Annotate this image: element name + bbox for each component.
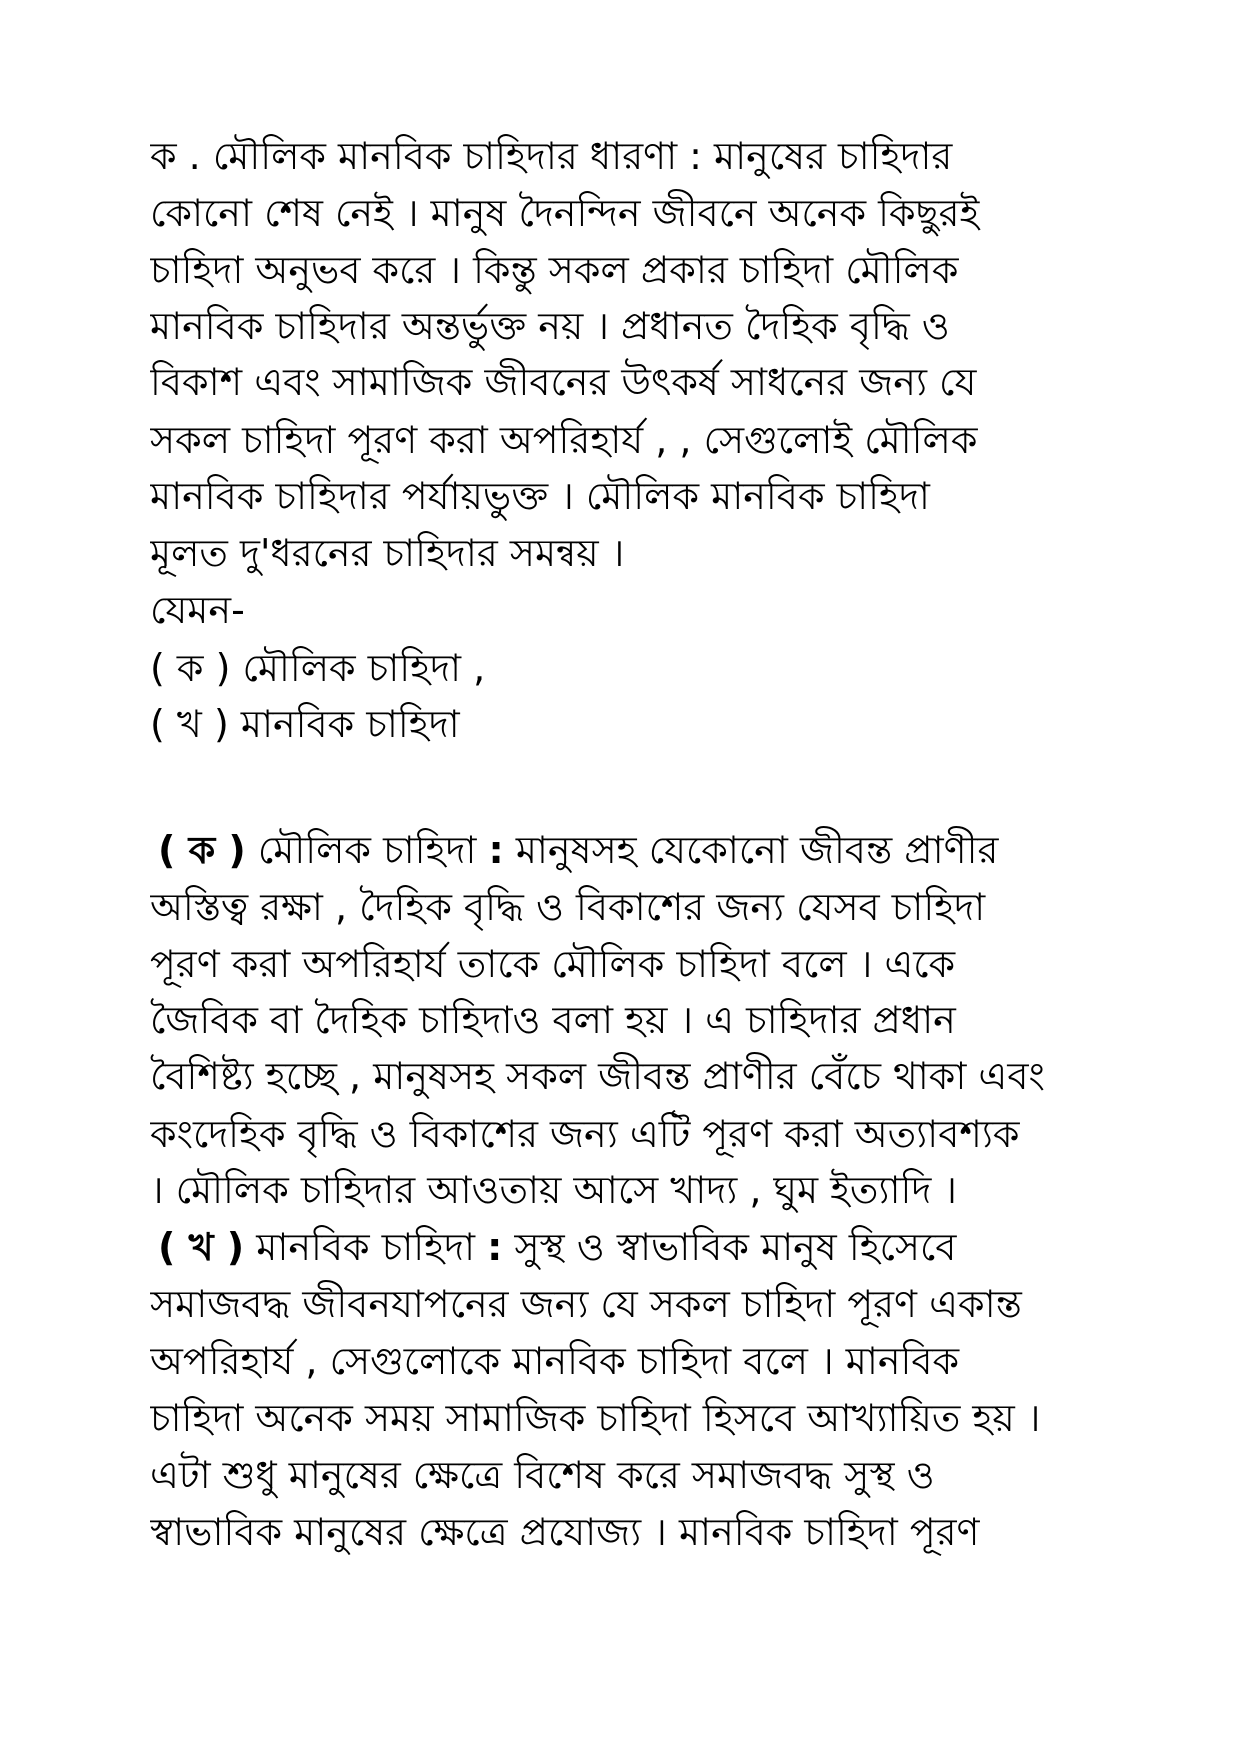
section-kha-line-6: স্বাভাবিক মানুষের ক্ষেত্রে প্রযোজ্য । মানবিক চাহিদা পূরণ (150, 1510, 980, 1554)
section-ka-line-7: । মৌলিক চাহিদার আওতায় আসে খাদ্য , ঘুম ইত্যাদি । (150, 1168, 957, 1212)
section-ka-heading-text: মৌলিক চাহিদা (245, 828, 489, 872)
section-kha-first-line (158, 1217, 1118, 1277)
section-ka-heading: ( ক ) (158, 828, 246, 872)
section-kha-line-5: এটা শুধু মানুষের ক্ষেত্রে বিশেষ করে সমাজবদ্ধ সুস্থ ও (150, 1453, 935, 1497)
intro-line-7: মানবিক চাহিদার পর্যায়ভুক্ত । মৌলিক মানবিক চাহিদা (150, 474, 930, 518)
section-ka-colon: : (488, 828, 504, 872)
section-ka-line-4: জৈবিক বা দৈহিক চাহিদাও বলা হয় । এ চাহিদার প্রধান (150, 998, 956, 1042)
intro-line-3: চাহিদা অনুভব করে । কিন্তু সকল প্রকার চাহিদা মৌলিক (150, 248, 959, 292)
intro-line-4: মানবিক চাহিদার অন্তর্ভুক্ত নয় । প্রধানত দৈহিক বৃদ্ধি ও (150, 304, 950, 348)
intro-line-2: কোনো শেষ নেই । মানুষ দৈনন্দিন জীবনে অনেক কিছুরই (150, 191, 980, 235)
section-kha-heading: ( খ ) (158, 1225, 245, 1269)
section-ka-first-line (158, 820, 1118, 880)
intro-line-1: ক . মৌলিক মানবিক চাহিদার ধারণা : মানুষের চাহিদার (150, 134, 953, 178)
section-ka-line-2: অস্তিত্ব রক্ষা , দৈহিক বৃদ্ধি ও বিকাশের জন্য যেসব চাহিদা (150, 885, 986, 929)
section-kha-colon: : (487, 1225, 503, 1269)
section-kha-heading-text: মানবিক চাহিদা (244, 1225, 488, 1269)
intro-line-6: সকল চাহিদা পূরণ করা অপরিহার্য , , সেগুলোই মৌলিক (150, 418, 978, 462)
section-kha-line-4: চাহিদা অনেক সময় সামাজিক চাহিদা হিসবে আখ্যায়িত হয় । (150, 1396, 1041, 1440)
intro-line-9: যেমন- (150, 588, 245, 632)
section-kha-line-3: অপরিহার্য , সেগুলোকে মানবিক চাহিদা বলে । মানবিক (150, 1339, 960, 1383)
intro-list-item-ka: ( ক ) মৌলিক চাহিদা , (150, 646, 486, 690)
section-kha-line-2: সমাজবদ্ধ জীবনযাপনের জন্য যে সকল চাহিদা পূরণ একান্ত (150, 1282, 1022, 1326)
intro-list-item-kha: ( খ ) মানবিক চাহিদা (150, 702, 460, 746)
intro-line-5: বিকাশ এবং সামাজিক জীবনের উৎকর্ষ সাধনের জন্য যে (150, 360, 977, 404)
section-kha-first-line-text: সুস্থ ও স্বাভাবিক মানুষ হিসেবে (502, 1225, 957, 1269)
section-ka-line-3: পূরণ করা অপরিহার্য তাকে মৌলিক চাহিদা বলে । একে (150, 942, 956, 986)
section-ka-first-line-text: মানুষসহ যেকোনো জীবন্ত প্রাণীর (503, 828, 999, 872)
section-ka-line-6: কংদেহিক বৃদ্ধি ও বিকাশের জন্য এটি পূরণ করা অত্যাবশ্যক (150, 1112, 1020, 1156)
intro-line-8: মূলত দু'ধরনের চাহিদার সমন্বয় । (150, 531, 625, 575)
section-ka-line-5: বৈশিষ্ট্য হচ্ছে , মানুষসহ সকল জীবন্ত প্রাণীর বেঁচে থাকা এবং (150, 1054, 1045, 1098)
